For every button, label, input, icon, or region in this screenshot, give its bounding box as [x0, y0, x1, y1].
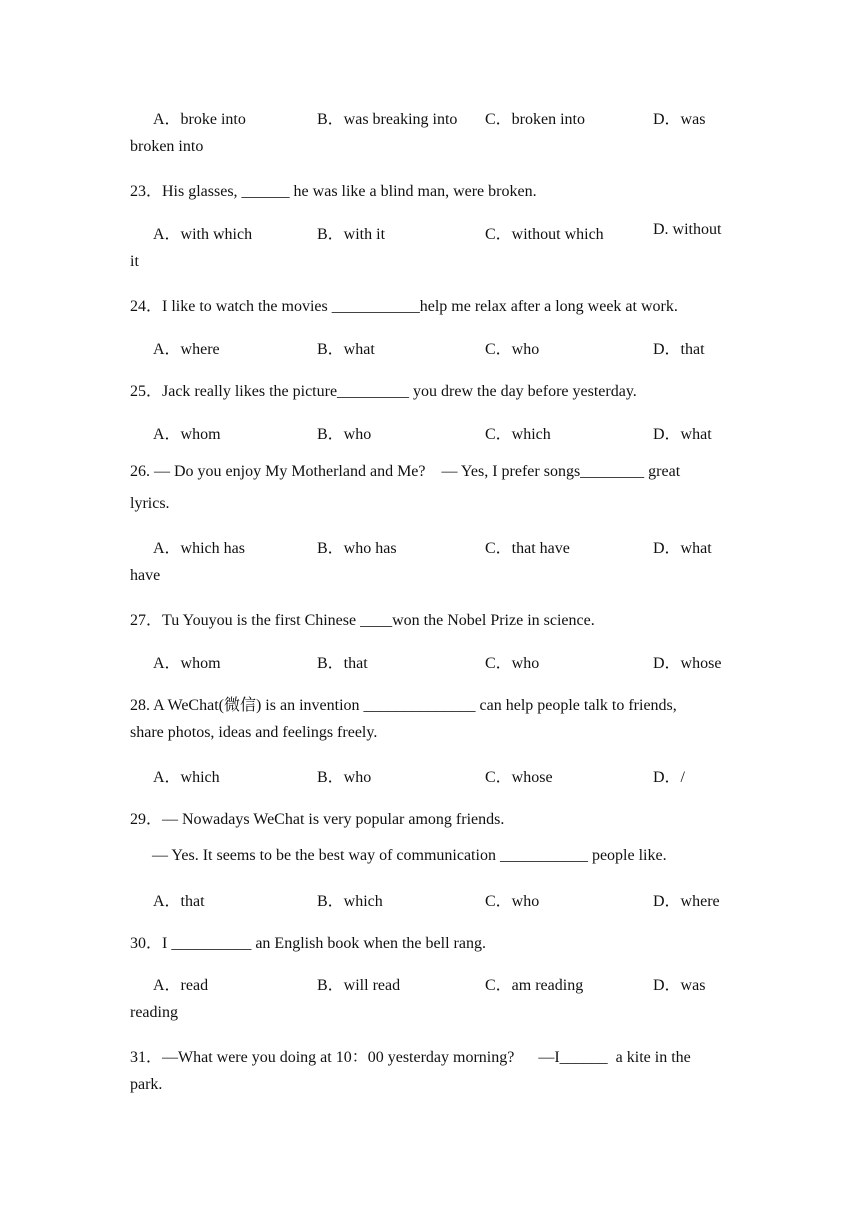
q28-option-a[interactable]: A．which [153, 769, 220, 786]
q22-option-d[interactable]: D．was [653, 111, 706, 128]
q28-option-d[interactable]: D．/ [653, 769, 686, 786]
q27-options [130, 650, 730, 672]
q29-options [130, 888, 730, 910]
q24-option-d[interactable]: D．that [653, 341, 705, 358]
q30-option-b[interactable]: B．will read [317, 977, 401, 994]
q26-option-b[interactable]: B．who has [317, 540, 397, 557]
q22-option-c[interactable]: C．broken into [485, 111, 585, 128]
q24-options [130, 336, 730, 358]
q26-stem-continued: lyrics. [130, 495, 170, 512]
q26-option-a[interactable]: A．which has [153, 540, 245, 557]
q29-option-d[interactable]: D．where [653, 893, 720, 910]
q23-option-b[interactable]: B．with it [317, 226, 386, 243]
q24-option-a[interactable]: A．where [153, 341, 220, 358]
q30-option-c[interactable]: C．am reading [485, 977, 584, 994]
q22-option-b[interactable]: B．was breaking into [317, 111, 458, 128]
q25-option-a[interactable]: A．whom [153, 426, 221, 443]
q25-stem: 25．Jack really likes the picture_________ you drew the day before yesterday. [130, 383, 637, 400]
q31-stem-continued: park. [130, 1076, 163, 1093]
q31-stem: 31．—What were you doing at 10：00 yesterday morning? —I______ a kite in the [130, 1049, 691, 1066]
q27-option-c[interactable]: C．who [485, 655, 540, 672]
q26-options [130, 535, 730, 557]
q25-option-b[interactable]: B．who [317, 426, 372, 443]
q29-option-c[interactable]: C．who [485, 893, 540, 910]
q26-option-d-wrap: have [130, 567, 161, 584]
q29-stem-continued: — Yes. It seems to be the best way of communication ___________ people like. [152, 847, 667, 864]
q24-stem: 24．I like to watch the movies ___________help me relax after a long week at work. [130, 298, 678, 315]
q23-option-c[interactable]: C．without which [485, 226, 604, 243]
q29-option-b[interactable]: B．which [317, 893, 383, 910]
q26-stem: 26. — Do you enjoy My Motherland and Me? — Yes, I prefer songs________ great [130, 463, 681, 480]
q27-option-b[interactable]: B．that [317, 655, 368, 672]
q28-options [130, 764, 730, 786]
q24-option-b[interactable]: B．what [317, 341, 375, 358]
q26-option-c[interactable]: C．that have [485, 540, 570, 557]
q23-option-d[interactable]: D. without [653, 221, 722, 238]
q28-stem: 28. A WeChat(微信) is an invention ______________ can help people talk to friends, [130, 697, 677, 714]
q22-option-d-wrap: broken into [130, 138, 204, 155]
q28-option-b[interactable]: B．who [317, 769, 372, 786]
q23-option-a[interactable]: A．with which [153, 226, 253, 243]
q30-options [130, 972, 730, 994]
q28-option-c[interactable]: C．whose [485, 769, 553, 786]
q23-option-d-wrap: it [130, 253, 139, 270]
q25-options [130, 421, 730, 443]
q28-stem-continued: share photos, ideas and feelings freely. [130, 724, 378, 741]
q27-option-d[interactable]: D．whose [653, 655, 722, 672]
q22-option-a[interactable]: A．broke into [153, 111, 246, 128]
q26-option-d[interactable]: D．what [653, 540, 712, 557]
q30-option-d[interactable]: D．was [653, 977, 706, 994]
q23-stem: 23．His glasses, ______ he was like a blind man, were broken. [130, 183, 537, 200]
q22-options [130, 106, 730, 128]
q25-option-c[interactable]: C．which [485, 426, 551, 443]
q27-stem: 27．Tu Youyou is the first Chinese ____won the Nobel Prize in science. [130, 612, 595, 629]
q23-options [130, 221, 730, 243]
q24-option-c[interactable]: C．who [485, 341, 540, 358]
q30-option-d-wrap: reading [130, 1004, 178, 1021]
q29-stem: 29．— Nowadays WeChat is very popular among friends. [130, 811, 505, 828]
q30-option-a[interactable]: A．read [153, 977, 209, 994]
q30-stem: 30．I __________ an English book when the bell rang. [130, 935, 486, 952]
q27-option-a[interactable]: A．whom [153, 655, 221, 672]
q25-option-d[interactable]: D．what [653, 426, 712, 443]
q29-option-a[interactable]: A．that [153, 893, 205, 910]
